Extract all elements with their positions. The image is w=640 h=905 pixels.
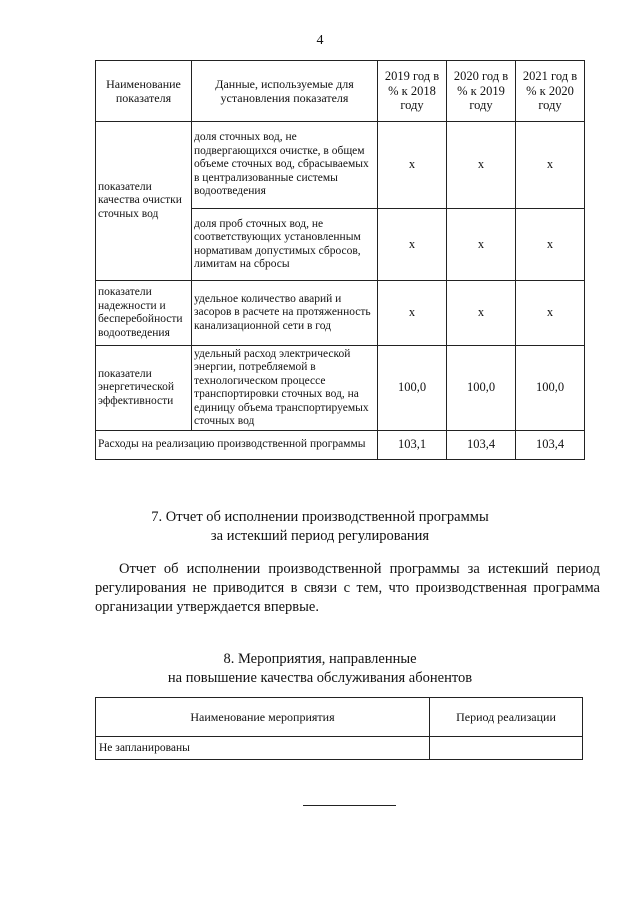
page-number: 4 (316, 33, 324, 48)
value-2020: 100,0 (447, 346, 516, 431)
section-8-title-line2: на повышение качества обслуживания абонентов (167, 670, 473, 686)
value-2020: х (447, 122, 516, 209)
row-data-text: доля сточных вод, не подвергающихся очистке, в общем объеме сточных вод, сбрасываемых в централизованные системы водоотведения (192, 122, 378, 209)
footnote-rule (303, 805, 396, 806)
group-energy-efficiency: показатели энергетической эффективности (96, 346, 192, 431)
row-data-text: удельное количество аварий и засоров в расчете на протяженность канализационной сети в год (192, 281, 378, 346)
value-2019: 100,0 (378, 346, 447, 431)
table-row (96, 346, 585, 431)
section-8-heading (0, 650, 640, 688)
section-7-text: Отчет об исполнении производственной программы за истекший период регулирования не приводится в связи с тем, что производственная программа организации утверждается впервые. (95, 561, 600, 615)
header-indicator-name: Наименование показателя (96, 61, 192, 122)
value-2019: х (378, 122, 447, 209)
measure-period (430, 737, 583, 760)
header-data-used: Данные, используемые для установления показателя (192, 61, 378, 122)
expenses-row (96, 431, 585, 460)
value-2021: х (516, 209, 585, 281)
value-2019: х (378, 281, 447, 346)
group-reliability: показатели надежности и бесперебойности водоотведения (96, 281, 192, 346)
value-2020: х (447, 281, 516, 346)
value-2019: х (378, 209, 447, 281)
section-7-title-line2: за истекший период регулирования (210, 528, 430, 544)
header-measure-name: Наименование мероприятия (96, 698, 430, 737)
value-2019: 103,1 (378, 431, 447, 460)
header-2021: 2021 год в % к 2020 году (516, 61, 585, 122)
row-data-text: удельный расход электрической энергии, потребляемой в технологическом процессе транспортировки сточных вод, на единицу объема транспортируемых сточных вод (192, 346, 378, 431)
value-2021: 100,0 (516, 346, 585, 431)
value-2021: х (516, 281, 585, 346)
measure-name: Не запланированы (96, 737, 430, 760)
expenses-label: Расходы на реализацию производственной программы (96, 431, 378, 460)
section-7-heading (0, 508, 640, 546)
measures-table (95, 697, 583, 760)
table-header-row (96, 698, 583, 737)
value-2021: 103,4 (516, 431, 585, 460)
value-2020: х (447, 209, 516, 281)
value-2020: 103,4 (447, 431, 516, 460)
table-row (96, 737, 583, 760)
section-7-paragraph (95, 560, 600, 617)
group-cleaning-quality: показатели качества очистки сточных вод (96, 122, 192, 281)
header-period: Период реализации (430, 698, 583, 737)
table-row (96, 122, 585, 209)
section-7-title-line1: 7. Отчет об исполнении производственной программы (151, 509, 489, 525)
table-header-row (96, 61, 585, 122)
indicators-table (95, 60, 585, 460)
header-2019: 2019 год в % к 2018 году (378, 61, 447, 122)
header-2020: 2020 год в % к 2019 году (447, 61, 516, 122)
row-data-text: доля проб сточных вод, не соответствующих установленным нормативам допустимых сбросов, лимитам на сбросы (192, 209, 378, 281)
section-8-title-line1: 8. Мероприятия, направленные (223, 651, 417, 667)
table-row (96, 281, 585, 346)
value-2021: х (516, 122, 585, 209)
